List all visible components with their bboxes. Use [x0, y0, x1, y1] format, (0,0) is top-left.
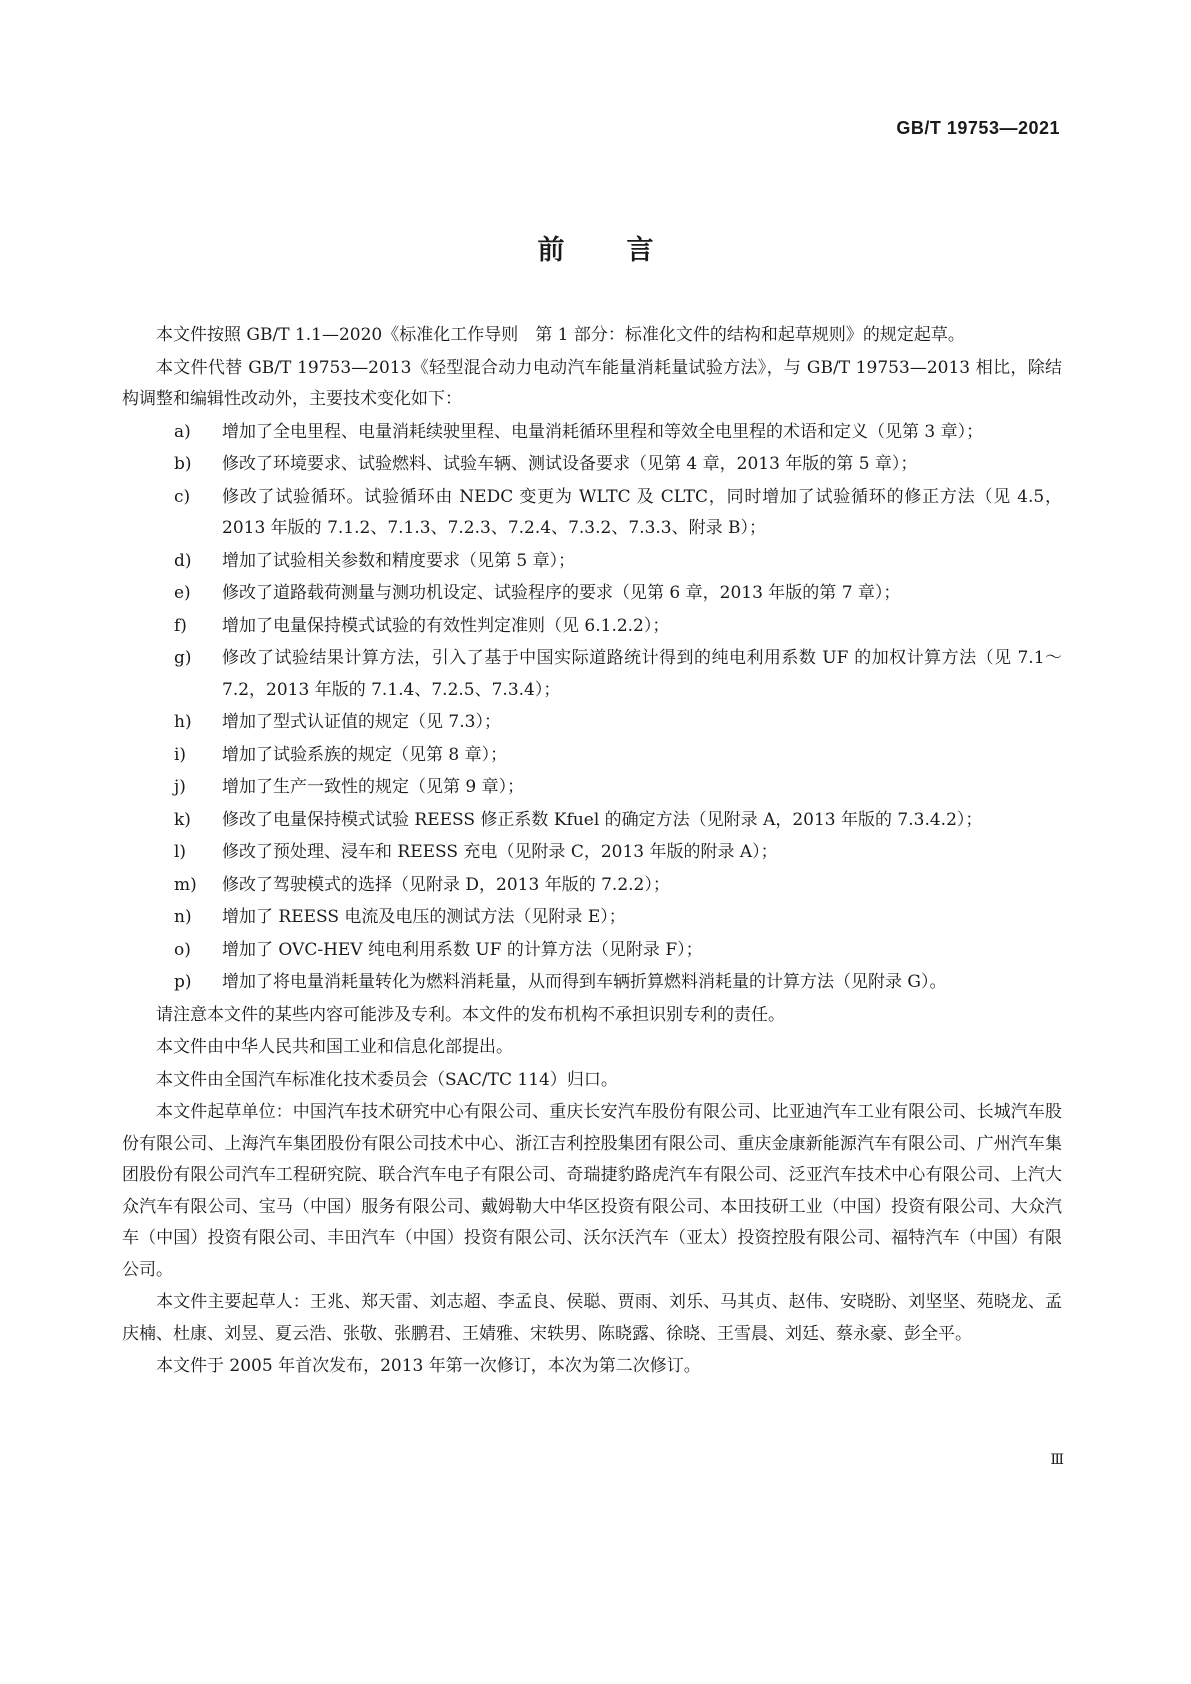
title-char-1: 前 — [537, 235, 565, 266]
list-text: 增加了全电里程、电量消耗续驶里程、电量消耗循环里程和等效全电里程的术语和定义（见第 3 章）； — [222, 421, 984, 442]
list-text: 增加了试验系族的规定（见第 8 章）； — [222, 744, 508, 765]
list-marker: o) — [174, 939, 191, 960]
list-item — [122, 740, 1062, 772]
list-text: 增加了 OVC-HEV 纯电利用系数 UF 的计算方法（见附录 F）； — [222, 939, 703, 960]
list-item — [122, 935, 1062, 967]
list-text: 增加了试验相关参数和精度要求（见第 5 章）； — [222, 550, 576, 571]
list-marker: e) — [174, 583, 191, 603]
list-text: 修改了电量保持模式试验 REESS 修正系数 Kfuel 的确定方法（见附录 A，2013 年版的 7.3.4.2）； — [222, 809, 983, 830]
list-marker: h) — [174, 712, 192, 732]
list-text: 修改了预处理、浸车和 REESS 充电（见附录 C，2013 年版的附录 A）； — [222, 842, 778, 862]
list-item — [122, 482, 1062, 545]
list-marker: c) — [174, 486, 191, 507]
list-item — [122, 417, 1062, 449]
page-number: Ⅲ — [1050, 1452, 1064, 1468]
list-text: 修改了环境要求、试验燃料、试验车辆、测试设备要求（见第 4 章，2013 年版的第 5 章）； — [222, 454, 918, 474]
list-marker: f) — [174, 615, 187, 636]
list-item — [122, 449, 1062, 481]
paragraph-replaces: 本文件代替 GB/T 19753—2013《轻型混合动力电动汽车能量消耗量试验方法》，与 GB/T 19753—2013 相比，除结构调整和编辑性改动外，主要技术变化如下： — [122, 357, 1062, 409]
list-text: 增加了将电量消耗量转化为燃料消耗量，从而得到车辆折算燃料消耗量的计算方法（见附录 G）。 — [222, 972, 947, 992]
list-marker: b) — [174, 454, 192, 474]
list-marker: l) — [174, 842, 187, 862]
list-marker: i) — [174, 744, 187, 765]
paragraph-drafting-rules: 本文件按照 GB/T 1.1—2020《标准化工作导则 第 1 部分：标准化文件的结构和起草规则》的规定起草。 — [156, 325, 965, 345]
list-marker: d) — [174, 550, 192, 571]
list-item — [122, 578, 1062, 610]
list-item — [122, 805, 1062, 837]
paragraph-drafting-units: 本文件起草单位：中国汽车技术研究中心有限公司、重庆长安汽车股份有限公司、比亚迪汽车工业有限公司、长城汽车股份有限公司、上海汽车集团股份有限公司技术中心、浙江吉利控股集团有限公司、重庆金康新能源汽车有限公司、广州汽车集团股份有限公司汽车工程研究院、联合汽车电子有限公司、奇瑞捷豹路虎汽车有限公司、泛亚汽车技术中心有限公司、上汽大众汽车有限公司、宝马（中国）服务有限公司、戴姆勒大中华区投资有限公司、本田技研工业（中国）投资有限公司、大众汽车（中国）投资有限公司、丰田汽车（中国）投资有限公司、沃尔沃汽车（亚太）投资控股有限公司、福特汽车（中国）有限公司。 — [122, 1102, 1062, 1280]
page-title — [0, 228, 1191, 267]
list-text: 增加了生产一致性的规定（见第 9 章）； — [222, 777, 525, 797]
paragraph-committee: 本文件由全国汽车标准化技术委员会（SAC/TC 114）归口。 — [156, 1069, 618, 1090]
list-text: 修改了道路载荷测量与测功机设定、试验程序的要求（见第 6 章，2013 年版的第 7 章）； — [222, 583, 901, 603]
changes-list — [122, 417, 1062, 999]
list-text: 修改了驾驶模式的选择（见附录 D，2013 年版的 7.2.2）； — [222, 874, 670, 895]
list-text: 修改了试验结果计算方法，引入了基于中国实际道路统计得到的纯电利用系数 UF 的加权计算方法（见 7.1～7.2，2013 年版的 7.1.4、7.2.5、7.3.4）； — [222, 648, 1062, 700]
list-marker: g) — [174, 648, 192, 668]
list-text: 增加了 REESS 电流及电压的测试方法（见附录 E）； — [222, 907, 626, 927]
list-item — [122, 546, 1062, 578]
list-item — [122, 837, 1062, 869]
list-item — [122, 967, 1062, 999]
list-text: 增加了型式认证值的规定（见 7.3）； — [222, 712, 501, 732]
title-char-2: 言 — [626, 235, 654, 266]
paragraph-patent-notice: 请注意本文件的某些内容可能涉及专利。本文件的发布机构不承担识别专利的责任。 — [156, 1004, 785, 1025]
list-marker: p) — [174, 972, 192, 992]
paragraph-history: 本文件于 2005 年首次发布，2013 年第一次修订，本次为第二次修订。 — [156, 1356, 701, 1376]
list-marker: n) — [174, 907, 192, 927]
list-item — [122, 611, 1062, 643]
list-marker: m) — [174, 874, 197, 895]
foreword-body — [122, 320, 1062, 1384]
list-marker: j) — [174, 777, 186, 797]
list-marker: a) — [174, 421, 191, 442]
list-item — [122, 772, 1062, 804]
standard-code: GB/T 19753—2021 — [896, 118, 1060, 138]
list-text: 修改了试验循环。试验循环由 NEDC 变更为 WLTC 及 CLTC，同时增加了试验循环的修正方法（见 4.5，2013 年版的 7.1.2、7.1.3、7.2.3、7.2.4、7.3.2、7.3.3、附录 B）； — [222, 486, 1062, 538]
paragraph-drafters: 本文件主要起草人：王兆、郑天雷、刘志超、李孟良、侯聪、贾雨、刘乐、马其贞、赵伟、安晓盼、刘坚坚、苑晓龙、孟庆楠、杜康、刘昱、夏云浩、张敬、张鹏君、王婧雅、宋轶男、陈晓露、徐晓、王雪晨、刘廷、蔡永豪、彭全平。 — [122, 1292, 1062, 1344]
paragraph-proposer: 本文件由中华人民共和国工业和信息化部提出。 — [156, 1037, 513, 1057]
list-item — [122, 643, 1062, 706]
list-text: 增加了电量保持模式试验的有效性判定准则（见 6.1.2.2）； — [222, 615, 670, 636]
list-item — [122, 707, 1062, 739]
list-marker: k) — [174, 809, 191, 830]
list-item — [122, 870, 1062, 902]
list-item — [122, 902, 1062, 934]
